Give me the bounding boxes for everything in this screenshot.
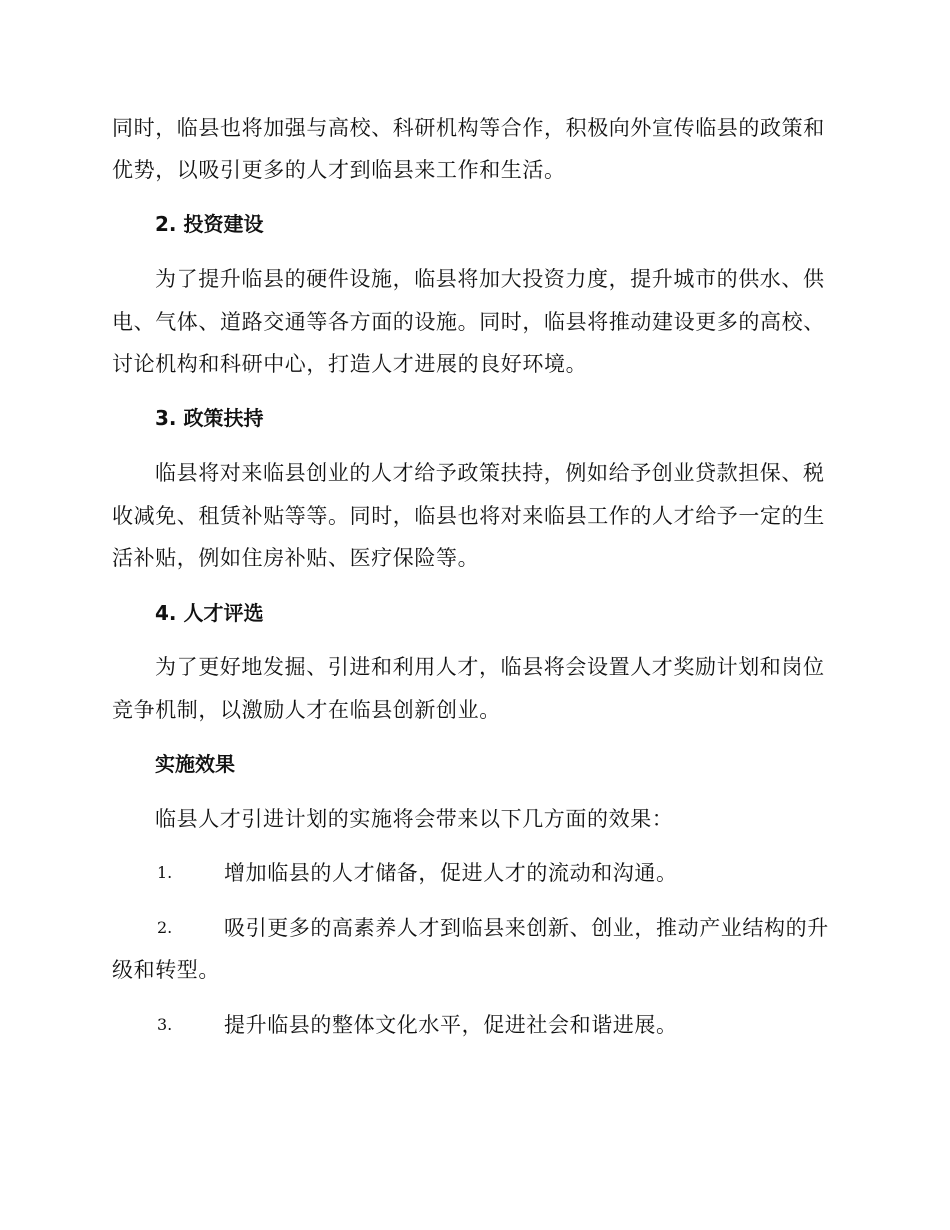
section3-line-2: 收减免、租赁补贴等等。同时，临县也将对来临县工作的人才给予一定的生 xyxy=(112,504,825,528)
section3-line-1: 临县将对来临县创业的人才给予政策扶持，例如给予创业贷款担保、税 xyxy=(155,461,825,485)
list-item-number: 1. xyxy=(157,863,173,882)
section-heading-policy: 3. 政策扶持 xyxy=(155,406,264,430)
intro-line-1: 同时，临县也将加强与高校、科研机构等合作，积极向外宣传临县的政策和 xyxy=(112,116,825,140)
section2-line-1: 为了提升临县的硬件设施，临县将加大投资力度，提升城市的供水、供 xyxy=(155,267,825,291)
list-item-continuation: 级和转型。 xyxy=(112,958,220,982)
list-item-text: 增加临县的人才储备，促进人才的流动和沟通。 xyxy=(224,861,678,885)
section2-line-2: 电、气体、道路交通等各方面的设施。同时，临县将推动建设更多的高校、 xyxy=(112,310,825,334)
section2-line-3: 讨论机构和科研中心，打造人才进展的良好环境。 xyxy=(112,352,588,376)
list-item-text: 提升临县的整体文化水平，促进社会和谐进展。 xyxy=(224,1013,678,1037)
section4-line-2: 竞争机制，以激励人才在临县创新创业。 xyxy=(112,698,501,722)
list-item xyxy=(0,1010,950,1040)
section-heading-talent: 4. 人才评选 xyxy=(155,601,264,625)
list-item xyxy=(0,858,950,888)
intro-line-2: 优势，以吸引更多的人才到临县来工作和生活。 xyxy=(112,158,566,182)
section-heading-investment: 2. 投资建设 xyxy=(155,212,264,236)
effects-intro: 临县人才引进计划的实施将会带来以下几方面的效果： xyxy=(155,807,674,831)
list-item-number: 3. xyxy=(157,1015,173,1034)
section-heading-effects: 实施效果 xyxy=(155,752,235,776)
list-item-number: 2. xyxy=(157,918,173,937)
section4-line-1: 为了更好地发掘、引进和利用人才，临县将会设置人才奖励计划和岗位 xyxy=(155,655,825,679)
section3-line-3: 活补贴，例如住房补贴、医疗保险等。 xyxy=(112,546,480,570)
list-item-text: 吸引更多的高素养人才到临县来创新、创业，推动产业结构的升 xyxy=(224,916,829,940)
list-item xyxy=(0,913,950,943)
